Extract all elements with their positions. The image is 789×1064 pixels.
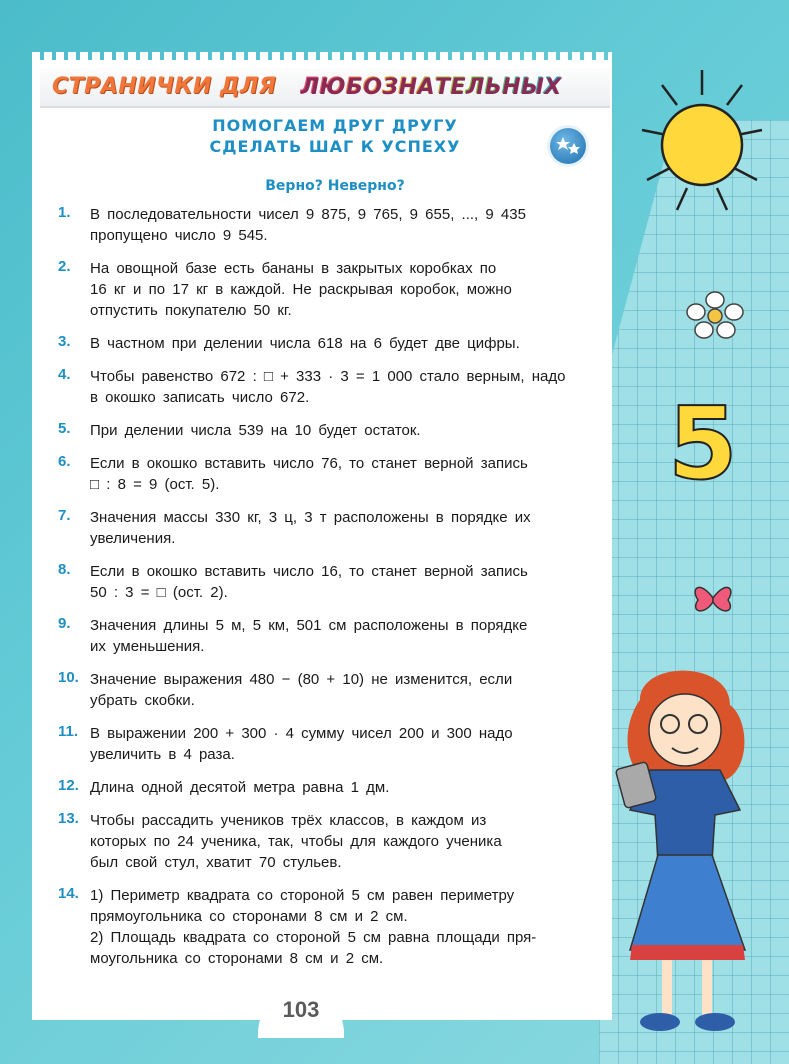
star-badge-icon bbox=[550, 128, 586, 164]
task-number: 14. bbox=[58, 885, 79, 902]
task-text-line: Если в окошко вставить число 76, то станет верной запись bbox=[90, 455, 528, 472]
task-text bbox=[90, 777, 603, 798]
task-text-line: моугольника со сторонами 8 см и 2 см. bbox=[90, 950, 384, 967]
task-text-line: В выражении 200 + 300 · 4 сумму чисел 200 и 300 надо bbox=[90, 725, 513, 742]
flower-illustration bbox=[684, 290, 746, 340]
task-item bbox=[58, 669, 603, 711]
task-text-line: Длина одной десятой метра равна 1 дм. bbox=[90, 779, 390, 796]
task-number: 11. bbox=[58, 723, 79, 740]
girl-with-calculator-illustration bbox=[600, 660, 775, 1060]
task-text-line: 1) Периметр квадрата со стороной 5 см равен периметру bbox=[90, 887, 515, 904]
task-text bbox=[90, 885, 603, 969]
task-text-line: 16 кг и по 17 кг в каждой. Не раскрывая коробок, можно bbox=[90, 281, 512, 298]
banner-title-right: ЛЮБОЗНАТЕЛЬНЫХ bbox=[300, 74, 561, 99]
task-text-line: был свой стул, хватит 70 стульев. bbox=[90, 854, 342, 871]
task-number: 12. bbox=[58, 777, 79, 794]
task-text-line: увеличения. bbox=[90, 530, 176, 547]
task-text-line: в окошко записать число 672. bbox=[90, 389, 310, 406]
page-number: 103 bbox=[258, 990, 344, 1038]
task-text-line: При делении числа 539 на 10 будет остаток. bbox=[90, 422, 421, 439]
task-item bbox=[58, 507, 603, 549]
task-text-line: убрать скобки. bbox=[90, 692, 195, 709]
task-text-line: которых по 24 ученика, так, чтобы для каждого ученика bbox=[90, 833, 502, 850]
task-number: 1. bbox=[58, 204, 71, 221]
task-item bbox=[58, 258, 603, 321]
task-item bbox=[58, 366, 603, 408]
task-text bbox=[90, 507, 603, 549]
task-text-line: Чтобы равенство 672 : □ + 333 · 3 = 1 000 стало верным, надо bbox=[90, 368, 566, 385]
task-text-line: увеличить в 4 раза. bbox=[90, 746, 235, 763]
task-item bbox=[58, 333, 603, 354]
task-number: 6. bbox=[58, 453, 71, 470]
task-text-line: Чтобы рассадить учеников трёх классов, в каждом из bbox=[90, 812, 487, 829]
task-text bbox=[90, 333, 603, 354]
task-text-line: Значения массы 330 кг, 3 ц, 3 т расположены в порядке их bbox=[90, 509, 531, 526]
task-text bbox=[90, 453, 603, 495]
task-text-line: отпустить покупателю 50 кг. bbox=[90, 302, 292, 319]
task-number: 13. bbox=[58, 810, 79, 827]
task-number: 7. bbox=[58, 507, 71, 524]
task-text bbox=[90, 366, 603, 408]
task-text-line: Если в окошко вставить число 16, то станет верной запись bbox=[90, 563, 528, 580]
heading-line-1: ПОМОГАЕМ ДРУГ ДРУГУ bbox=[212, 116, 458, 135]
task-item bbox=[58, 561, 603, 603]
task-item bbox=[58, 723, 603, 765]
task-text bbox=[90, 723, 603, 765]
task-number: 4. bbox=[58, 366, 71, 383]
task-number: 9. bbox=[58, 615, 71, 632]
task-text bbox=[90, 258, 603, 321]
task-item bbox=[58, 777, 603, 798]
task-item bbox=[58, 453, 603, 495]
heading-line-2: СДЕЛАТЬ ШАГ К УСПЕХУ bbox=[209, 137, 461, 156]
task-list bbox=[58, 204, 603, 981]
task-text bbox=[90, 420, 603, 441]
task-number: 8. bbox=[58, 561, 71, 578]
task-number: 2. bbox=[58, 258, 71, 275]
task-text bbox=[90, 615, 603, 657]
task-text-line: 2) Площадь квадрата со стороной 5 см равна площади пря- bbox=[90, 929, 537, 946]
digit-five-illustration: 5 bbox=[668, 385, 738, 502]
task-item bbox=[58, 615, 603, 657]
task-text-line: 50 : 3 = □ (ост. 2). bbox=[90, 584, 228, 601]
butterfly-illustration bbox=[690, 578, 736, 618]
task-text-line: На овощной базе есть бананы в закрытых коробках по bbox=[90, 260, 497, 277]
task-text bbox=[90, 669, 603, 711]
task-text bbox=[90, 810, 603, 873]
sun-illustration bbox=[622, 60, 782, 230]
task-text-line: прямоугольника со сторонами 8 см и 2 см. bbox=[90, 908, 408, 925]
task-item bbox=[58, 885, 603, 969]
task-text-line: В частном при делении числа 618 на 6 будет две цифры. bbox=[90, 335, 520, 352]
task-text-line: пропущено число 9 545. bbox=[90, 227, 268, 244]
task-text-line: Значение выражения 480 − (80 + 10) не изменится, если bbox=[90, 671, 513, 688]
task-number: 3. bbox=[58, 333, 71, 350]
task-text-line: □ : 8 = 9 (ост. 5). bbox=[90, 476, 220, 493]
subheading: Верно? Неверно? bbox=[265, 178, 405, 194]
task-item bbox=[58, 810, 603, 873]
task-item bbox=[58, 204, 603, 246]
task-number: 10. bbox=[58, 669, 79, 686]
task-text bbox=[90, 561, 603, 603]
banner-title-left: СТРАНИЧКИ ДЛЯ bbox=[52, 74, 277, 99]
task-number: 5. bbox=[58, 420, 71, 437]
task-text-line: Значения длины 5 м, 5 км, 501 см расположены в порядке bbox=[90, 617, 528, 634]
task-text-line: их уменьшения. bbox=[90, 638, 205, 655]
task-text-line: В последовательности чисел 9 875, 9 765, 9 655, ..., 9 435 bbox=[90, 206, 526, 223]
task-item bbox=[58, 420, 603, 441]
task-text bbox=[90, 204, 603, 246]
